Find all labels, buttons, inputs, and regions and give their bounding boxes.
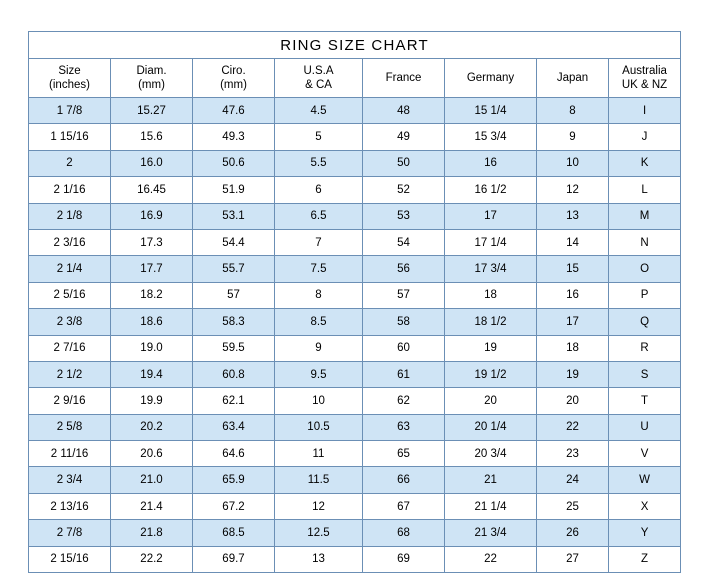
cell-r13-c5: 20 3/4: [445, 441, 537, 467]
cell-r1-c4: 49: [363, 124, 445, 150]
cell-r8-c1: 18.6: [111, 309, 193, 335]
cell-r7-c1: 18.2: [111, 282, 193, 308]
cell-r16-c4: 68: [363, 520, 445, 546]
cell-r7-c2: 57: [193, 282, 275, 308]
cell-r16-c0: 2 7/8: [29, 520, 111, 546]
cell-r4-c7: M: [609, 203, 681, 229]
column-header-4: [363, 59, 445, 98]
cell-r11-c7: T: [609, 388, 681, 414]
cell-r0-c6: 8: [537, 98, 609, 124]
column-header-line: (mm): [220, 79, 247, 91]
cell-r6-c6: 15: [537, 256, 609, 282]
cell-r4-c2: 53.1: [193, 203, 275, 229]
cell-r15-c2: 67.2: [193, 493, 275, 519]
cell-r1-c3: 5: [275, 124, 363, 150]
column-header-line: & CA: [305, 79, 332, 91]
cell-r6-c5: 17 3/4: [445, 256, 537, 282]
cell-r4-c1: 16.9: [111, 203, 193, 229]
table-header: [29, 32, 681, 98]
cell-r0-c1: 15.27: [111, 98, 193, 124]
ring-size-chart: [28, 31, 680, 573]
column-header-2: [193, 59, 275, 98]
cell-r17-c0: 2 15/16: [29, 546, 111, 572]
cell-r15-c4: 67: [363, 493, 445, 519]
cell-r10-c3: 9.5: [275, 361, 363, 387]
column-header-3: [275, 59, 363, 98]
cell-r5-c0: 2 3/16: [29, 229, 111, 255]
cell-r16-c6: 26: [537, 520, 609, 546]
cell-r6-c2: 55.7: [193, 256, 275, 282]
cell-r15-c1: 21.4: [111, 493, 193, 519]
cell-r8-c5: 18 1/2: [445, 309, 537, 335]
cell-r17-c6: 27: [537, 546, 609, 572]
cell-r11-c0: 2 9/16: [29, 388, 111, 414]
cell-r7-c0: 2 5/16: [29, 282, 111, 308]
cell-r1-c0: 1 15/16: [29, 124, 111, 150]
table-row: [29, 282, 681, 308]
column-header-row: [29, 59, 681, 98]
table-row: [29, 256, 681, 282]
cell-r15-c5: 21 1/4: [445, 493, 537, 519]
cell-r10-c2: 60.8: [193, 361, 275, 387]
cell-r5-c2: 54.4: [193, 229, 275, 255]
cell-r10-c4: 61: [363, 361, 445, 387]
cell-r2-c1: 16.0: [111, 150, 193, 176]
table-row: [29, 309, 681, 335]
cell-r3-c7: L: [609, 177, 681, 203]
column-header-7: [609, 59, 681, 98]
cell-r7-c3: 8: [275, 282, 363, 308]
cell-r2-c0: 2: [29, 150, 111, 176]
cell-r10-c5: 19 1/2: [445, 361, 537, 387]
cell-r14-c1: 21.0: [111, 467, 193, 493]
cell-r11-c3: 10: [275, 388, 363, 414]
column-header-line: Ciro.: [221, 64, 246, 77]
column-header-6: [537, 59, 609, 98]
cell-r2-c2: 50.6: [193, 150, 275, 176]
cell-r3-c1: 16.45: [111, 177, 193, 203]
column-header-line: (inches): [49, 79, 90, 91]
cell-r9-c1: 19.0: [111, 335, 193, 361]
column-header-line: Size: [58, 64, 81, 77]
cell-r0-c4: 48: [363, 98, 445, 124]
cell-r11-c6: 20: [537, 388, 609, 414]
column-header-line: Diam.: [136, 64, 167, 77]
cell-r12-c6: 22: [537, 414, 609, 440]
cell-r3-c2: 51.9: [193, 177, 275, 203]
cell-r14-c2: 65.9: [193, 467, 275, 493]
table-row: [29, 124, 681, 150]
cell-r2-c6: 10: [537, 150, 609, 176]
cell-r16-c3: 12.5: [275, 520, 363, 546]
cell-r11-c1: 19.9: [111, 388, 193, 414]
cell-r8-c4: 58: [363, 309, 445, 335]
cell-r17-c1: 22.2: [111, 546, 193, 572]
cell-r3-c5: 16 1/2: [445, 177, 537, 203]
cell-r0-c2: 47.6: [193, 98, 275, 124]
cell-r15-c3: 12: [275, 493, 363, 519]
cell-r9-c6: 18: [537, 335, 609, 361]
column-header-line: Japan: [556, 71, 589, 84]
cell-r4-c0: 2 1/8: [29, 203, 111, 229]
column-header-1: [111, 59, 193, 98]
cell-r10-c7: S: [609, 361, 681, 387]
cell-r14-c0: 2 3/4: [29, 467, 111, 493]
cell-r7-c4: 57: [363, 282, 445, 308]
cell-r6-c0: 2 1/4: [29, 256, 111, 282]
cell-r12-c7: U: [609, 414, 681, 440]
cell-r13-c6: 23: [537, 441, 609, 467]
cell-r10-c6: 19: [537, 361, 609, 387]
cell-r16-c5: 21 3/4: [445, 520, 537, 546]
cell-r15-c6: 25: [537, 493, 609, 519]
cell-r12-c2: 63.4: [193, 414, 275, 440]
cell-r8-c6: 17: [537, 309, 609, 335]
cell-r8-c0: 2 3/8: [29, 309, 111, 335]
cell-r13-c7: V: [609, 441, 681, 467]
cell-r17-c2: 69.7: [193, 546, 275, 572]
cell-r7-c7: P: [609, 282, 681, 308]
cell-r14-c5: 21: [445, 467, 537, 493]
cell-r5-c3: 7: [275, 229, 363, 255]
cell-r1-c2: 49.3: [193, 124, 275, 150]
ring-size-table: [28, 31, 681, 573]
table-row: [29, 388, 681, 414]
column-header-5: [445, 59, 537, 98]
table-body: [29, 98, 681, 573]
cell-r0-c3: 4.5: [275, 98, 363, 124]
cell-r14-c4: 66: [363, 467, 445, 493]
cell-r9-c5: 19: [445, 335, 537, 361]
page-title: RING SIZE CHART: [29, 32, 681, 59]
cell-r5-c6: 14: [537, 229, 609, 255]
cell-r12-c5: 20 1/4: [445, 414, 537, 440]
cell-r17-c7: Z: [609, 546, 681, 572]
cell-r13-c1: 20.6: [111, 441, 193, 467]
column-header-line: UK & NZ: [621, 79, 668, 91]
cell-r6-c3: 7.5: [275, 256, 363, 282]
cell-r13-c3: 11: [275, 441, 363, 467]
column-header-0: [29, 59, 111, 98]
cell-r6-c4: 56: [363, 256, 445, 282]
cell-r11-c2: 62.1: [193, 388, 275, 414]
cell-r16-c2: 68.5: [193, 520, 275, 546]
cell-r1-c5: 15 3/4: [445, 124, 537, 150]
table-row: [29, 520, 681, 546]
cell-r9-c0: 2 7/16: [29, 335, 111, 361]
cell-r16-c1: 21.8: [111, 520, 193, 546]
cell-r9-c7: R: [609, 335, 681, 361]
cell-r3-c6: 12: [537, 177, 609, 203]
table-row: [29, 335, 681, 361]
cell-r10-c1: 19.4: [111, 361, 193, 387]
table-row: [29, 203, 681, 229]
cell-r15-c0: 2 13/16: [29, 493, 111, 519]
table-row: [29, 493, 681, 519]
cell-r9-c2: 59.5: [193, 335, 275, 361]
cell-r0-c0: 1 7/8: [29, 98, 111, 124]
cell-r2-c7: K: [609, 150, 681, 176]
cell-r5-c5: 17 1/4: [445, 229, 537, 255]
cell-r14-c6: 24: [537, 467, 609, 493]
cell-r5-c1: 17.3: [111, 229, 193, 255]
table-row: [29, 177, 681, 203]
cell-r4-c5: 17: [445, 203, 537, 229]
cell-r11-c4: 62: [363, 388, 445, 414]
cell-r7-c6: 16: [537, 282, 609, 308]
cell-r4-c3: 6.5: [275, 203, 363, 229]
cell-r15-c7: X: [609, 493, 681, 519]
column-header-line: (mm): [138, 79, 165, 91]
title-row: [29, 32, 681, 59]
cell-r14-c7: W: [609, 467, 681, 493]
cell-r14-c3: 11.5: [275, 467, 363, 493]
cell-r17-c5: 22: [445, 546, 537, 572]
cell-r4-c6: 13: [537, 203, 609, 229]
cell-r0-c5: 15 1/4: [445, 98, 537, 124]
cell-r17-c4: 69: [363, 546, 445, 572]
cell-r10-c0: 2 1/2: [29, 361, 111, 387]
table-row: [29, 467, 681, 493]
cell-r5-c7: N: [609, 229, 681, 255]
cell-r17-c3: 13: [275, 546, 363, 572]
cell-r16-c7: Y: [609, 520, 681, 546]
column-header-line: France: [385, 71, 422, 84]
cell-r9-c4: 60: [363, 335, 445, 361]
cell-r1-c1: 15.6: [111, 124, 193, 150]
column-header-line: U.S.A: [303, 64, 334, 77]
table-row: [29, 441, 681, 467]
cell-r4-c4: 53: [363, 203, 445, 229]
table-row: [29, 229, 681, 255]
cell-r8-c2: 58.3: [193, 309, 275, 335]
cell-r3-c0: 2 1/16: [29, 177, 111, 203]
table-row: [29, 414, 681, 440]
table-row: [29, 546, 681, 572]
table-row: [29, 150, 681, 176]
cell-r12-c1: 20.2: [111, 414, 193, 440]
table-row: [29, 361, 681, 387]
cell-r5-c4: 54: [363, 229, 445, 255]
column-header-line: Germany: [466, 71, 515, 84]
cell-r1-c7: J: [609, 124, 681, 150]
cell-r12-c0: 2 5/8: [29, 414, 111, 440]
column-header-line: Australia: [622, 64, 667, 77]
cell-r6-c1: 17.7: [111, 256, 193, 282]
cell-r12-c4: 63: [363, 414, 445, 440]
cell-r13-c2: 64.6: [193, 441, 275, 467]
cell-r6-c7: O: [609, 256, 681, 282]
cell-r1-c6: 9: [537, 124, 609, 150]
cell-r12-c3: 10.5: [275, 414, 363, 440]
cell-r7-c5: 18: [445, 282, 537, 308]
cell-r9-c3: 9: [275, 335, 363, 361]
cell-r3-c3: 6: [275, 177, 363, 203]
cell-r2-c4: 50: [363, 150, 445, 176]
cell-r2-c3: 5.5: [275, 150, 363, 176]
cell-r0-c7: I: [609, 98, 681, 124]
cell-r8-c3: 8.5: [275, 309, 363, 335]
cell-r2-c5: 16: [445, 150, 537, 176]
cell-r8-c7: Q: [609, 309, 681, 335]
cell-r11-c5: 20: [445, 388, 537, 414]
cell-r13-c4: 65: [363, 441, 445, 467]
cell-r3-c4: 52: [363, 177, 445, 203]
table-row: [29, 98, 681, 124]
cell-r13-c0: 2 11/16: [29, 441, 111, 467]
